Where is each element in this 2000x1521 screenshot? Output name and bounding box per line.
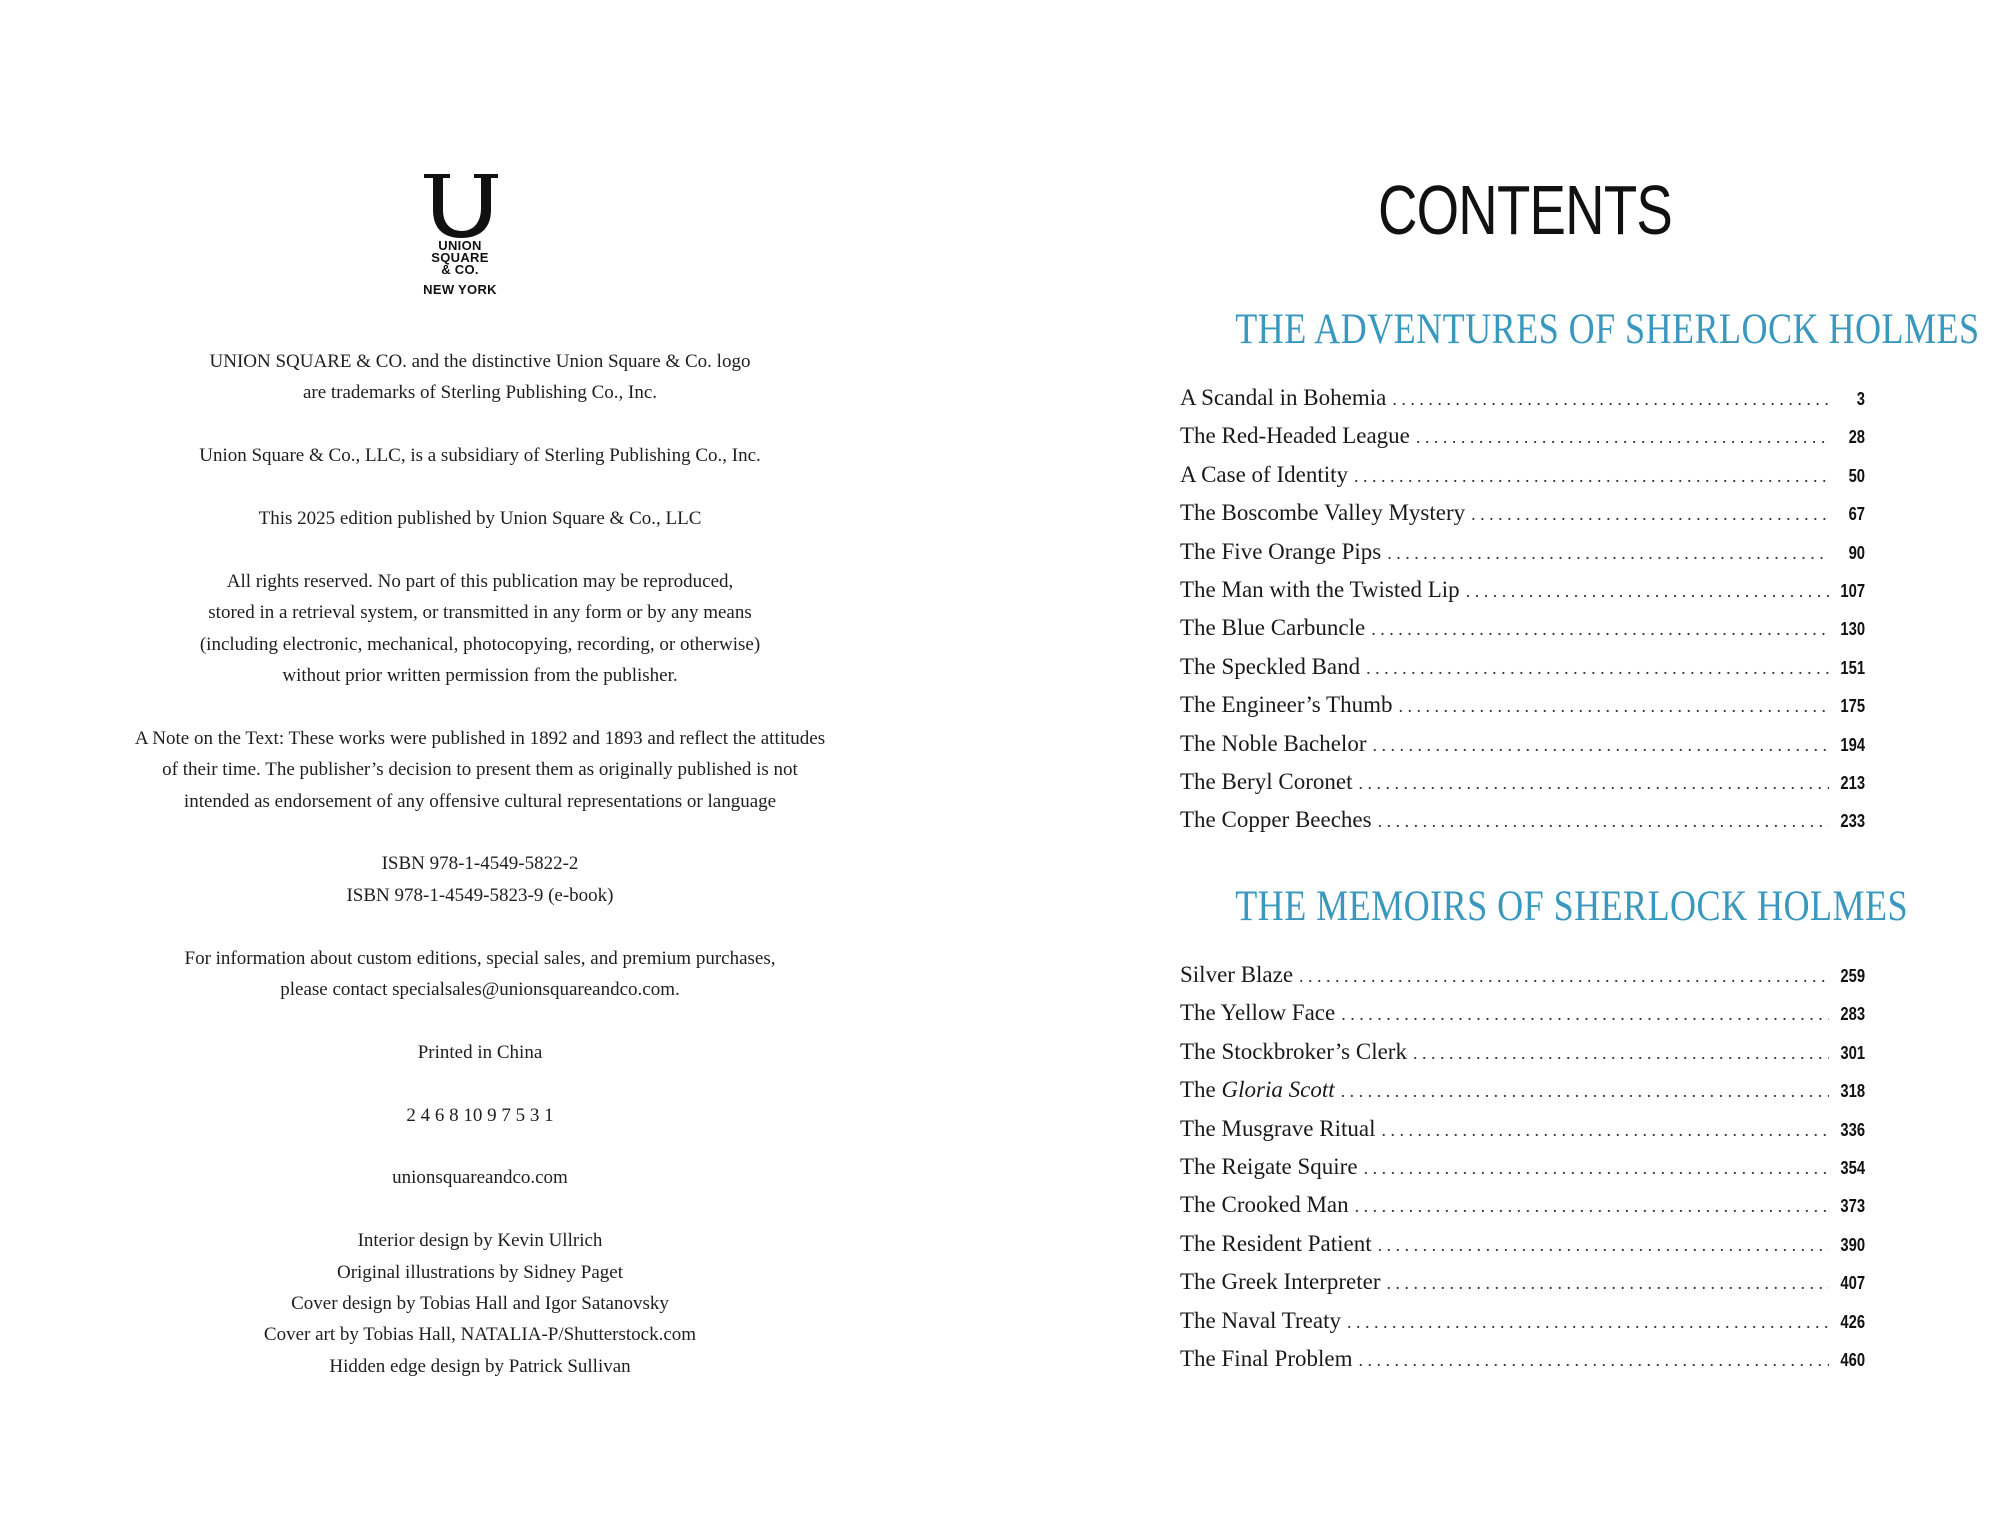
toc-entry-page-number: 151: [1840, 657, 1865, 678]
copyright-paragraph: [40, 440, 920, 471]
dot-leader: [1387, 534, 1829, 572]
toc-entry-title: The Greek Interpreter: [1180, 1269, 1381, 1295]
toc-entry-page-number: 336: [1840, 1119, 1865, 1140]
toc-entry: [1180, 763, 1865, 801]
copyright-line: (including electronic, mechanical, photocopying, recording, or otherwise): [199, 633, 761, 655]
toc-entry-title: The Final Problem: [1180, 1345, 1353, 1371]
dot-leader: [1341, 1072, 1829, 1110]
toc-entry-title-italic: Gloria Scott: [1221, 1077, 1335, 1103]
toc-entry: [1180, 1071, 1865, 1109]
toc-entry: [1180, 1302, 1865, 1340]
toc-entry-title: The Blue Carbuncle: [1180, 615, 1366, 641]
copyright-line: UNION SQUARE & CO. and the distinctive Union Square & Co. logo: [209, 351, 751, 372]
copyright-line: ISBN 978-1-4549-5823-9 (e-book): [346, 884, 614, 906]
toc-entry-title: The Red-Headed League: [1180, 423, 1410, 449]
section-heading-memoirs: THE MEMOIRS OF SHERLOCK HOLMES: [1235, 883, 1909, 930]
copyright-line: Printed in China: [417, 1041, 543, 1063]
toc-entry: [1180, 1033, 1865, 1071]
logo-wordmark: [400, 240, 520, 276]
toc-entry-title: Silver Blaze: [1180, 962, 1294, 987]
logo-line: SQUARE: [431, 250, 489, 265]
toc-entry: [1180, 533, 1865, 571]
dot-leader: [1358, 764, 1828, 802]
page-title: CONTENTS: [1377, 171, 1673, 249]
dot-leader: [1347, 1303, 1829, 1341]
dot-leader: [1341, 995, 1829, 1033]
union-square-u-icon: [420, 172, 500, 240]
copyright-line: stored in a retrieval system, or transmitted in any form or by any means: [208, 602, 752, 624]
toc-entry-title: The Man with the Twisted Lip: [1180, 576, 1460, 602]
dot-leader: [1372, 726, 1828, 764]
toc-entry-page-number: 301: [1840, 1042, 1865, 1063]
copyright-paragraph: [40, 503, 920, 534]
toc-entry-page-number: 28: [1848, 427, 1865, 448]
toc-entry-title: The Five Orange Pips: [1180, 538, 1382, 564]
toc-entry-page-number: 460: [1840, 1349, 1865, 1370]
dot-leader: [1358, 1341, 1828, 1379]
copyright-paragraph: [40, 848, 920, 911]
toc-entry: [1180, 609, 1865, 647]
dot-leader: [1416, 418, 1829, 456]
toc-entry: [1180, 648, 1865, 686]
toc-entry-page-number: 318: [1840, 1081, 1865, 1102]
toc-entry-title: The Musgrave Ritual: [1180, 1115, 1376, 1141]
dot-leader: [1392, 380, 1829, 418]
copyright-line: of their time. The publisher’s decision to present them as originally published is not: [162, 759, 798, 781]
toc-entry: [1180, 494, 1865, 532]
copyright-line: Original illustrations by Sidney Paget: [336, 1261, 624, 1283]
copyright-line: unionsquareandco.com: [392, 1167, 568, 1189]
toc-entry-page-number: 107: [1840, 580, 1865, 601]
copyright-line: Cover design by Tobias Hall and Igor Satanovsky: [291, 1293, 669, 1315]
toc-entry-title: The Copper Beeches: [1180, 807, 1372, 833]
copyright-paragraph: [40, 943, 920, 1006]
toc-entry-page-number: 130: [1840, 619, 1865, 640]
dot-leader: [1413, 1034, 1829, 1072]
toc-entry-page-number: 283: [1840, 1004, 1865, 1025]
toc-entry-page-number: 233: [1840, 811, 1865, 832]
section-heading-adventures: THE ADVENTURES OF SHERLOCK HOLMES: [1235, 306, 1980, 353]
copyright-paragraph: [40, 346, 920, 409]
copyright-paragraph: [40, 1100, 920, 1131]
logo-city: NEW YORK: [423, 282, 497, 297]
dot-leader: [1378, 802, 1829, 840]
toc-entry-page-number: 259: [1840, 966, 1865, 986]
dot-leader: [1364, 1149, 1829, 1187]
copyright-paragraph: [40, 723, 920, 817]
toc-entry: [1180, 994, 1865, 1032]
copyright-line: please contact specialsales@unionsquareandco.com.: [280, 979, 680, 1001]
toc-entry: [1180, 571, 1865, 609]
toc-entry-title: The Reigate Squire: [1180, 1153, 1358, 1179]
copyright-line: Interior design by Kevin Ullrich: [357, 1230, 603, 1252]
toc-entry: [1180, 1225, 1865, 1263]
dot-leader: [1354, 457, 1829, 495]
dot-leader: [1471, 495, 1829, 533]
toc-entry-title: A Scandal in Bohemia: [1180, 385, 1387, 410]
toc-entry-title: The Resident Patient: [1180, 1230, 1372, 1256]
dot-leader: [1381, 1111, 1828, 1149]
copyright-paragraph: [40, 1162, 920, 1193]
toc-entry-title: The Gloria Scott: [1180, 1077, 1335, 1103]
dot-leader: [1355, 1187, 1829, 1225]
toc-list-adventures: [1180, 379, 1865, 840]
copyright-line: A Note on the Text: These works were published in 1892 and 1893 and reflect the attitudes: [134, 727, 826, 749]
copyright-line: For information about custom editions, special sales, and premium purchases,: [184, 947, 776, 969]
toc-entry: [1180, 725, 1865, 763]
dot-leader: [1378, 1226, 1829, 1264]
toc-entry: [1180, 686, 1865, 724]
toc-entry: [1180, 1110, 1865, 1148]
toc-entry-title: The Noble Bachelor: [1180, 730, 1367, 756]
toc-entry-page-number: 67: [1848, 504, 1865, 525]
dot-leader: [1371, 610, 1829, 648]
toc-entry: [1180, 1148, 1865, 1186]
toc-entry-page-number: 354: [1840, 1157, 1865, 1178]
logo-line: UNION: [438, 238, 482, 253]
toc-entry-page-number: 390: [1840, 1234, 1865, 1255]
toc-entry: [1180, 801, 1865, 839]
toc-entry-title: The Engineer’s Thumb: [1180, 692, 1393, 718]
copyright-line: This 2025 edition published by Union Square & Co., LLC: [258, 508, 702, 529]
copyright-paragraph: [40, 1037, 920, 1068]
dot-leader: [1366, 649, 1829, 687]
contents-page: [1180, 0, 1980, 1521]
copyright-line: intended as endorsement of any offensive cultural representations or language: [183, 790, 777, 812]
dot-leader: [1387, 1264, 1829, 1302]
toc-entry: [1180, 1263, 1865, 1301]
toc-entry: [1180, 1186, 1865, 1224]
toc-list-memoirs: [1180, 956, 1865, 1378]
toc-entry-page-number: 175: [1840, 696, 1865, 717]
toc-entry-title: The Yellow Face: [1180, 1000, 1336, 1026]
dot-leader: [1299, 957, 1829, 995]
toc-entry-page-number: 407: [1840, 1273, 1865, 1294]
toc-entry-page-number: 90: [1848, 542, 1865, 563]
copyright-line: 2 4 6 8 10 9 7 5 3 1: [406, 1104, 554, 1126]
logo-line: & CO.: [441, 262, 479, 277]
toc-entry-title: The Boscombe Valley Mystery: [1180, 500, 1466, 526]
toc-entry: [1180, 417, 1865, 455]
toc-entry-title: A Case of Identity: [1180, 461, 1348, 487]
toc-entry-page-number: 213: [1840, 772, 1865, 793]
copyright-page: [0, 0, 980, 1521]
toc-entry: [1180, 456, 1865, 494]
toc-entry-title: The Crooked Man: [1180, 1192, 1349, 1218]
copyright-text: [40, 346, 920, 1414]
copyright-paragraph: [40, 566, 920, 692]
publisher-logo: [400, 172, 520, 296]
copyright-line: Cover art by Tobias Hall, NATALIA-P/Shutterstock.com: [263, 1324, 697, 1346]
toc-entry-title: The Stockbroker’s Clerk: [1180, 1038, 1407, 1064]
copyright-line: ISBN 978-1-4549-5822-2: [381, 853, 579, 875]
toc-entry-page-number: 3: [1856, 389, 1865, 409]
toc-entry: [1180, 956, 1865, 994]
toc-entry-title: The Naval Treaty: [1180, 1307, 1341, 1333]
toc-entry-page-number: 50: [1848, 465, 1865, 486]
toc-entry-page-number: 426: [1840, 1311, 1865, 1332]
copyright-line: without prior written permission from the publisher.: [282, 665, 678, 687]
dot-leader: [1399, 687, 1829, 725]
toc-entry-page-number: 373: [1840, 1196, 1865, 1217]
toc-entry-title: The Beryl Coronet: [1180, 768, 1353, 794]
copyright-line: Union Square & Co., LLC, is a subsidiary of Sterling Publishing Co., Inc.: [199, 445, 761, 467]
toc-entry-title: The Speckled Band: [1180, 653, 1361, 679]
dot-leader: [1466, 572, 1829, 610]
copyright-line: Hidden edge design by Patrick Sullivan: [329, 1355, 631, 1377]
toc-entry: [1180, 379, 1865, 417]
toc-entry-page-number: 194: [1840, 734, 1865, 755]
toc-entry: [1180, 1340, 1865, 1378]
copyright-line: are trademarks of Sterling Publishing Co., Inc.: [302, 382, 658, 404]
copyright-paragraph: [40, 1225, 920, 1382]
copyright-line: All rights reserved. No part of this publication may be reproduced,: [226, 570, 734, 592]
